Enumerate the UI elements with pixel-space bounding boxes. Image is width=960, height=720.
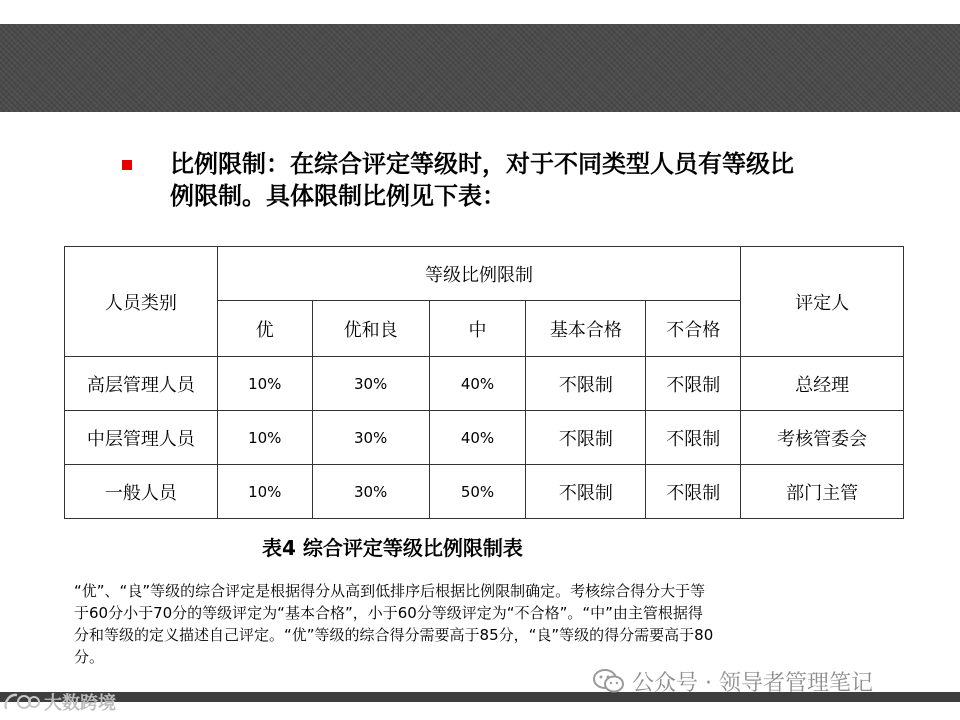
row-category: 高层管理人员 bbox=[65, 357, 218, 411]
bullet-text bbox=[170, 148, 890, 212]
header-ratio-limit: 等级比例限制 bbox=[217, 247, 740, 301]
row-value: 不限制 bbox=[526, 411, 646, 465]
table-row bbox=[65, 357, 904, 411]
table-row bbox=[65, 411, 904, 465]
note-line-3: 分和等级的定义描述自己评定。“优”等级的综合得分需要高于85分，“良”等级的得分需要高于80 bbox=[74, 626, 714, 644]
row-evaluator: 部门主管 bbox=[741, 465, 904, 519]
row-value: 40% bbox=[429, 357, 526, 411]
row-value: 不限制 bbox=[646, 465, 741, 519]
bullet-line-2: 例限制。具体限制比例见下表： bbox=[170, 182, 506, 210]
grade-header: 基本合格 bbox=[526, 301, 646, 357]
row-value: 30% bbox=[312, 411, 429, 465]
header-band bbox=[0, 0, 960, 112]
row-evaluator: 总经理 bbox=[741, 357, 904, 411]
table-caption: 表4 综合评定等级比例限制表 bbox=[262, 536, 523, 560]
bullet-line-1: 比例限制：在综合评定等级时，对于不同类型人员有等级比 bbox=[170, 150, 794, 178]
grade-header: 中 bbox=[429, 301, 526, 357]
header-evaluator: 评定人 bbox=[741, 247, 904, 357]
note-line-2: 于60分小于70分的等级评定为“基本合格”，小于60分等级评定为“不合格”。“中”由主管根据得 bbox=[74, 604, 703, 622]
header-category: 人员类别 bbox=[65, 247, 218, 357]
row-value: 10% bbox=[217, 357, 312, 411]
brand-watermark-text: 大数跨境 bbox=[44, 693, 116, 714]
square-bullet-icon bbox=[122, 160, 132, 170]
row-value: 不限制 bbox=[646, 411, 741, 465]
row-value: 40% bbox=[429, 411, 526, 465]
grade-header: 不合格 bbox=[646, 301, 741, 357]
header-dark-strip bbox=[0, 24, 960, 112]
wechat-icon bbox=[592, 668, 626, 694]
note-line-4: 分。 bbox=[74, 648, 105, 666]
table-row bbox=[65, 465, 904, 519]
row-value: 10% bbox=[217, 411, 312, 465]
row-value: 50% bbox=[429, 465, 526, 519]
row-value: 不限制 bbox=[526, 357, 646, 411]
grade-header: 优 bbox=[217, 301, 312, 357]
row-value: 30% bbox=[312, 465, 429, 519]
wechat-watermark bbox=[592, 666, 873, 696]
row-category: 一般人员 bbox=[65, 465, 218, 519]
grade-ratio-table bbox=[64, 246, 904, 519]
row-value: 10% bbox=[217, 465, 312, 519]
row-evaluator: 考核管委会 bbox=[741, 411, 904, 465]
row-value: 不限制 bbox=[646, 357, 741, 411]
wechat-watermark-text: 公众号 · 领导者管理笔记 bbox=[632, 670, 873, 696]
brand-watermark bbox=[2, 686, 116, 718]
row-category: 中层管理人员 bbox=[65, 411, 218, 465]
row-value: 不限制 bbox=[526, 465, 646, 519]
note-line-1: “优”、“良”等级的综合评定是根据得分从高到低排序后根据比例限制确定。考核综合得分大于等 bbox=[74, 582, 706, 600]
note-paragraph bbox=[74, 580, 904, 668]
grade-header: 优和良 bbox=[312, 301, 429, 357]
brand-logo-icon bbox=[2, 691, 40, 713]
row-value: 30% bbox=[312, 357, 429, 411]
